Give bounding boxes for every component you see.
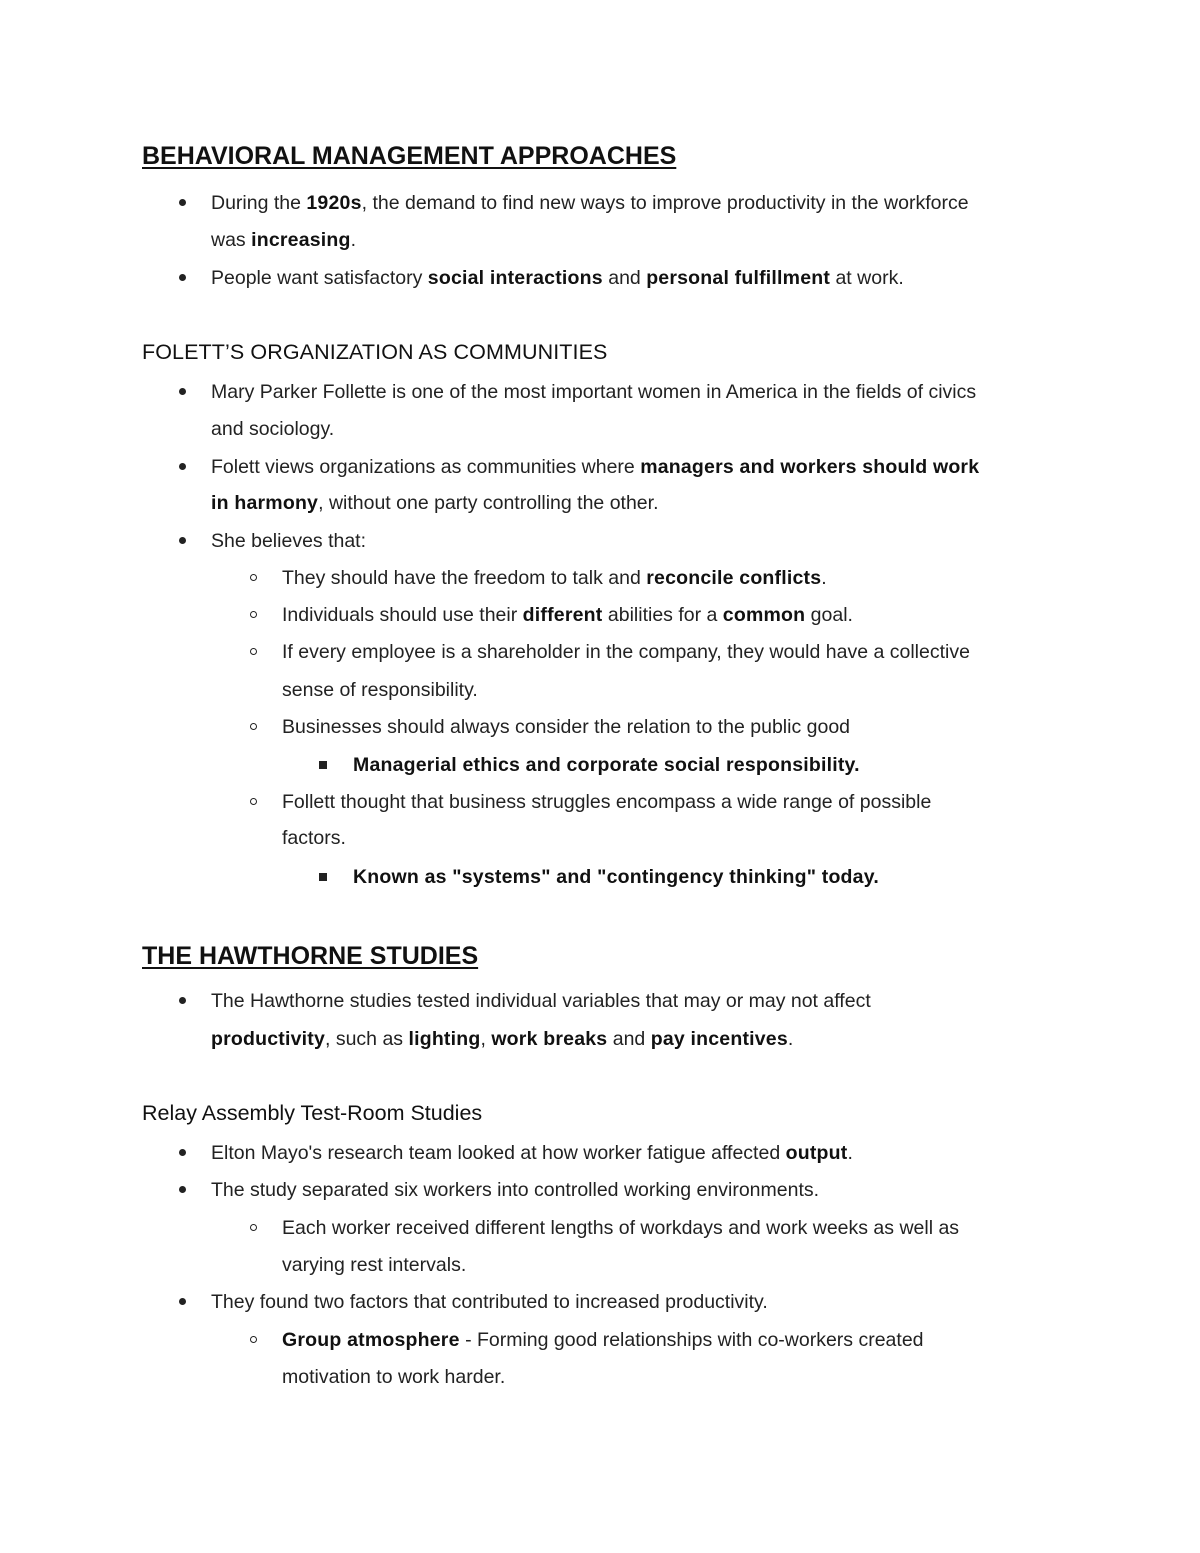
circle-bullet-icon xyxy=(250,1224,257,1231)
list-item-continuation: in harmony, without one party controlling the other. xyxy=(211,492,659,514)
sub-list-item: If every employee is a shareholder in the company, they would have a collective xyxy=(282,641,970,663)
bullet-icon xyxy=(179,388,186,395)
section-heading-relay: Relay Assembly Test-Room Studies xyxy=(142,1101,483,1125)
sub-list-item: Group atmosphere - Forming good relationships with co-workers created xyxy=(282,1329,924,1351)
list-item: The Hawthorne studies tested individual variables that may or may not affect xyxy=(211,990,871,1012)
sub-list-item: Businesses should always consider the relation to the public good xyxy=(282,716,851,738)
circle-bullet-icon xyxy=(250,648,257,655)
list-item: The study separated six workers into controlled working environments. xyxy=(211,1179,820,1201)
bullet-icon xyxy=(179,1298,186,1305)
list-item: They found two factors that contributed to increased productivity. xyxy=(211,1291,768,1313)
list-item: She believes that: xyxy=(211,530,367,552)
bullet-icon xyxy=(179,1186,186,1193)
sub-list-item: Each worker received different lengths of workdays and work weeks as well as xyxy=(282,1217,960,1239)
sub-list-item-continuation: sense of responsibility. xyxy=(282,679,478,701)
bullet-icon xyxy=(179,463,186,470)
sub-sub-list-item: Managerial ethics and corporate social responsibility. xyxy=(353,754,860,776)
list-item: Elton Mayo's research team looked at how worker fatigue affected output. xyxy=(211,1142,853,1164)
sub-list-item-continuation: factors. xyxy=(282,827,346,849)
circle-bullet-icon xyxy=(250,574,257,581)
sub-list-item: They should have the freedom to talk and reconcile conflicts. xyxy=(282,567,827,589)
bullet-icon xyxy=(179,997,186,1004)
list-item: Mary Parker Follette is one of the most important women in America in the fields of civics xyxy=(211,381,977,403)
sub-sub-list-item: Known as "systems" and "contingency thinking" today. xyxy=(353,866,879,888)
section-heading-hawthorne: THE HAWTHORNE STUDIES xyxy=(142,942,479,970)
list-item-continuation: and sociology. xyxy=(211,418,335,440)
circle-bullet-icon xyxy=(250,723,257,730)
square-bullet-icon xyxy=(319,761,327,769)
section-heading-folett: FOLETT’S ORGANIZATION AS COMMUNITIES xyxy=(142,340,608,364)
list-item-continuation: productivity, such as lighting, work breaks and pay incentives. xyxy=(211,1028,794,1050)
sub-list-item-continuation: varying rest intervals. xyxy=(282,1254,467,1276)
sub-list-item: Follett thought that business struggles encompass a wide range of possible xyxy=(282,791,932,813)
list-item: People want satisfactory social interactions and personal fulfillment at work. xyxy=(211,267,904,289)
bullet-icon xyxy=(179,537,186,544)
circle-bullet-icon xyxy=(250,611,257,618)
bullet-icon xyxy=(179,1149,186,1156)
list-item: During the 1920s, the demand to find new ways to improve productivity in the workforce xyxy=(211,192,969,214)
section-heading-behavioral: BEHAVIORAL MANAGEMENT APPROACHES xyxy=(142,142,677,170)
circle-bullet-icon xyxy=(250,1336,257,1343)
sub-list-item: Individuals should use their different abilities for a common goal. xyxy=(282,604,853,626)
bullet-icon xyxy=(179,199,186,206)
circle-bullet-icon xyxy=(250,798,257,805)
square-bullet-icon xyxy=(319,873,327,881)
list-item: Folett views organizations as communities where managers and workers should work xyxy=(211,456,980,478)
bullet-icon xyxy=(179,274,186,281)
list-item-continuation: was increasing. xyxy=(211,229,357,251)
sub-list-item-continuation: motivation to work harder. xyxy=(282,1366,506,1388)
